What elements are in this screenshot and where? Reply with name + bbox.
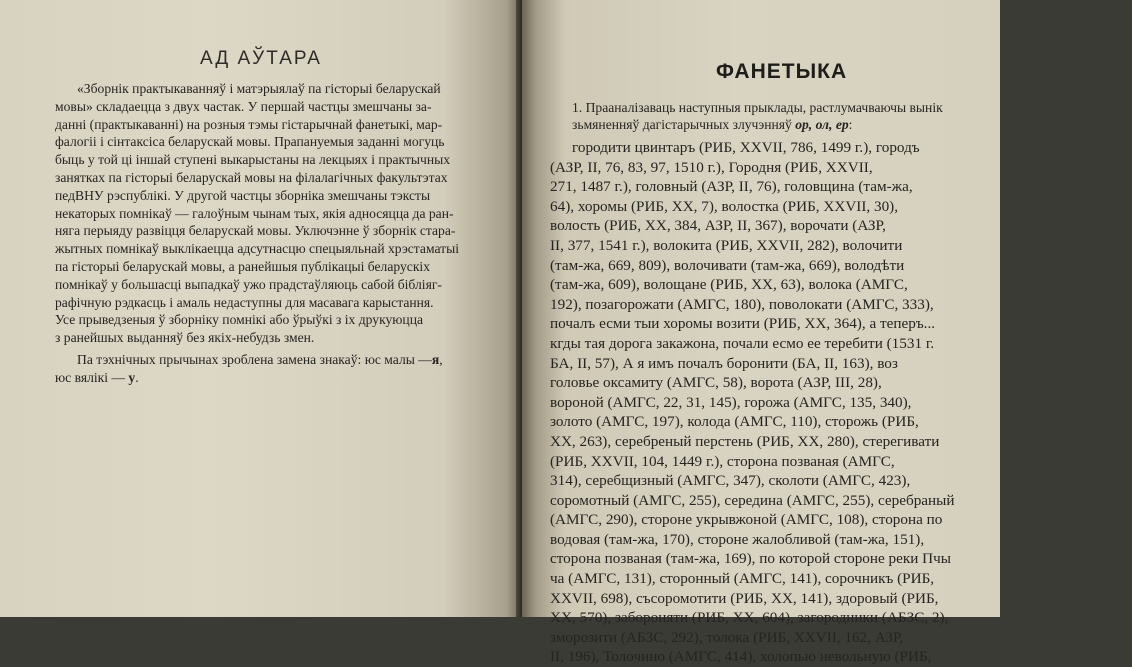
task-forms: ор, ол, ер <box>795 116 849 132</box>
example-line: 314), серебщизный (АМГС, 347), сколоти (АМГС, 423), <box>550 472 911 490</box>
example-line: вороной (АМГС, 22, 31, 145), горожа (АМГС, 135, 340), <box>550 393 912 411</box>
section-title: ФАНЕТЫКА <box>716 60 848 83</box>
example-line: (там-жа, 609), волощане (РИБ, XX, 63), волока (АМГС, <box>550 276 908 294</box>
example-line: II, 377, 1541 г.), волокита (РИБ, XXVII, 282), волочити <box>550 236 903 254</box>
example-line: зморозити (АБЗС, 292), толока (РИБ, XXVII, 162, АЗР, <box>550 628 904 646</box>
example-line: водовая (там-жа, 170), стороне жалобливой (там-жа, 151), <box>550 530 925 548</box>
example-line: почалъ есми тыи хоромы возити (РИБ, XX, 364), а теперъ... <box>550 315 936 333</box>
example-line: БА, II, 57), А я имъ почалъ боронити (БА, II, 163), воз <box>550 354 898 372</box>
task-line: 1. Прааналізаваць наступныя прыклады, растлумачваючы вынік <box>572 100 943 115</box>
task-line-prefix: зьмяненняў дагістарычных злучэнняў <box>572 116 796 132</box>
preface-title: АД АЎТАРА <box>200 48 322 69</box>
example-line: XX, 570), забороняти (РИБ, XX, 604), загородники (АБЗС, 2), <box>550 609 949 627</box>
preface-note <box>55 351 505 387</box>
example-line: (АЗР, II, 76, 83, 97, 1510 г.), Городня (РИБ, XXVII, <box>550 158 873 176</box>
preface-body <box>55 80 505 387</box>
preface-line: жытных помнікаў выклікаецца адсутнасцю спецыяльнай хрэстаматыі <box>55 241 459 257</box>
preface-line: з ранейшых выданняў без якіх-небудзь змен. <box>55 330 315 346</box>
example-line: XX, 263), серебреный перстень (РИБ, XX, 280), стерегивати <box>550 432 940 450</box>
examples-body <box>550 138 1020 667</box>
example-line: (АМГС, 290), стороне укрывжоной (АМГС, 108), сторона по <box>550 511 943 529</box>
example-line: (там-жа, 669, 809), волочивати (там-жа, 669), володѣти <box>550 256 905 274</box>
note-text-2: юс вялікі — <box>55 369 129 385</box>
exercise-task <box>572 100 1132 133</box>
preface-line: рафічную рэдкасць і амаль недаступны для масавага карыстання. <box>55 294 434 310</box>
note-separator: , <box>439 351 443 367</box>
example-line: 271, 1487 г.), головный (АЗР, II, 76), головщина (там-жа, <box>550 178 913 196</box>
example-line: головье оксамиту (АМГС, 58), ворота (АЗР, III, 28), <box>550 374 882 392</box>
preface-line: данні (практыкаванні) на розныя тэмы гістарычнай фанетыкі, мар- <box>55 116 443 132</box>
example-line: XXVII, 698), съсоромотити (РИБ, XX, 141), здоровый (РИБ, <box>550 589 939 607</box>
example-line: 192), позагорожати (АМГС, 180), поволокати (АМГС, 333), <box>550 295 934 313</box>
example-line: сторона позваная (там-жа, 169), по которой стороне реки Пчы <box>550 550 951 568</box>
example-line: волость (РИБ, XX, 384, АЗР, II, 367), ворочати (АЗР, <box>550 217 886 235</box>
preface-line: Усе прыведзеныя ў зборніку помнікі або ўрыўкі з іх друкуюцца <box>55 312 424 328</box>
preface-line: мовы» складаецца з двух частак. У першай частцы змешчаны за- <box>55 98 432 114</box>
note-end: . <box>135 369 139 385</box>
left-page <box>0 0 522 617</box>
example-line: золото (АМГС, 197), колода (АМГС, 110), сторожь (РИБ, <box>550 413 919 431</box>
task-line-suffix: : <box>848 116 853 132</box>
note-text: Па тэхнічных прычынах зроблена замена знакаў: юс малы — <box>77 351 432 367</box>
note-symbol-u: у <box>128 369 136 385</box>
preface-line: педВНУ рэспублікі. У другой частцы зборніка змешчаны тэксты <box>55 187 431 203</box>
preface-line: некаторых помнікаў — галоўным чынам тых, якія адносяцца да ран- <box>55 205 454 221</box>
example-line: II, 196), Толочино (АМГС, 414), холопью невольную (РИБ, <box>550 648 932 666</box>
preface-line: па гісторыі беларускай мовы, а ранейшыя публікацыі беларускіх <box>55 258 431 274</box>
example-line: 64), хоромы (РИБ, XX, 7), волостка (РИБ, XXVII, 30), <box>550 197 899 215</box>
note-symbol-ya: я <box>431 351 440 367</box>
example-line: городити цвинтаръ (РИБ, XXVII, 786, 1499 г.), городъ <box>572 139 920 156</box>
preface-line: няга перыяду развіцця беларускай мовы. Уключэнне ў зборнік стара- <box>55 223 456 239</box>
right-page <box>522 0 1000 666</box>
example-line: ча (АМГС, 131), сторонный (АМГС, 141), сорочникъ (РИБ, <box>550 570 935 588</box>
preface-line: быць у той ці іншай ступені выкарыстаны на лекцыях і практычных <box>55 152 451 168</box>
preface-line: помнікаў у большасці выпадкаў ужо прадстаўляюць сабой бібліяг- <box>55 276 442 292</box>
preface-paragraph <box>55 80 505 347</box>
preface-line: фалогіі і сінтаксіса беларускай мовы. Прапануемыя заданні могуць <box>55 134 445 150</box>
example-line: соромотный (АМГС, 255), середина (АМГС, 255), серебраный <box>550 491 955 509</box>
example-line: кгды тая дорога закажона, почали есмо ее теребити (1531 г. <box>550 334 935 352</box>
preface-line: занятках па гісторыі беларускай мовы на філалагічных факультэтах <box>55 169 448 185</box>
example-line: (РИБ, XXVII, 104, 1449 г.), сторона позваная (АМГС, <box>550 452 895 470</box>
preface-line: «Зборнік практыкаванняў і матэрыялаў па гісторыі беларускай <box>77 81 441 96</box>
